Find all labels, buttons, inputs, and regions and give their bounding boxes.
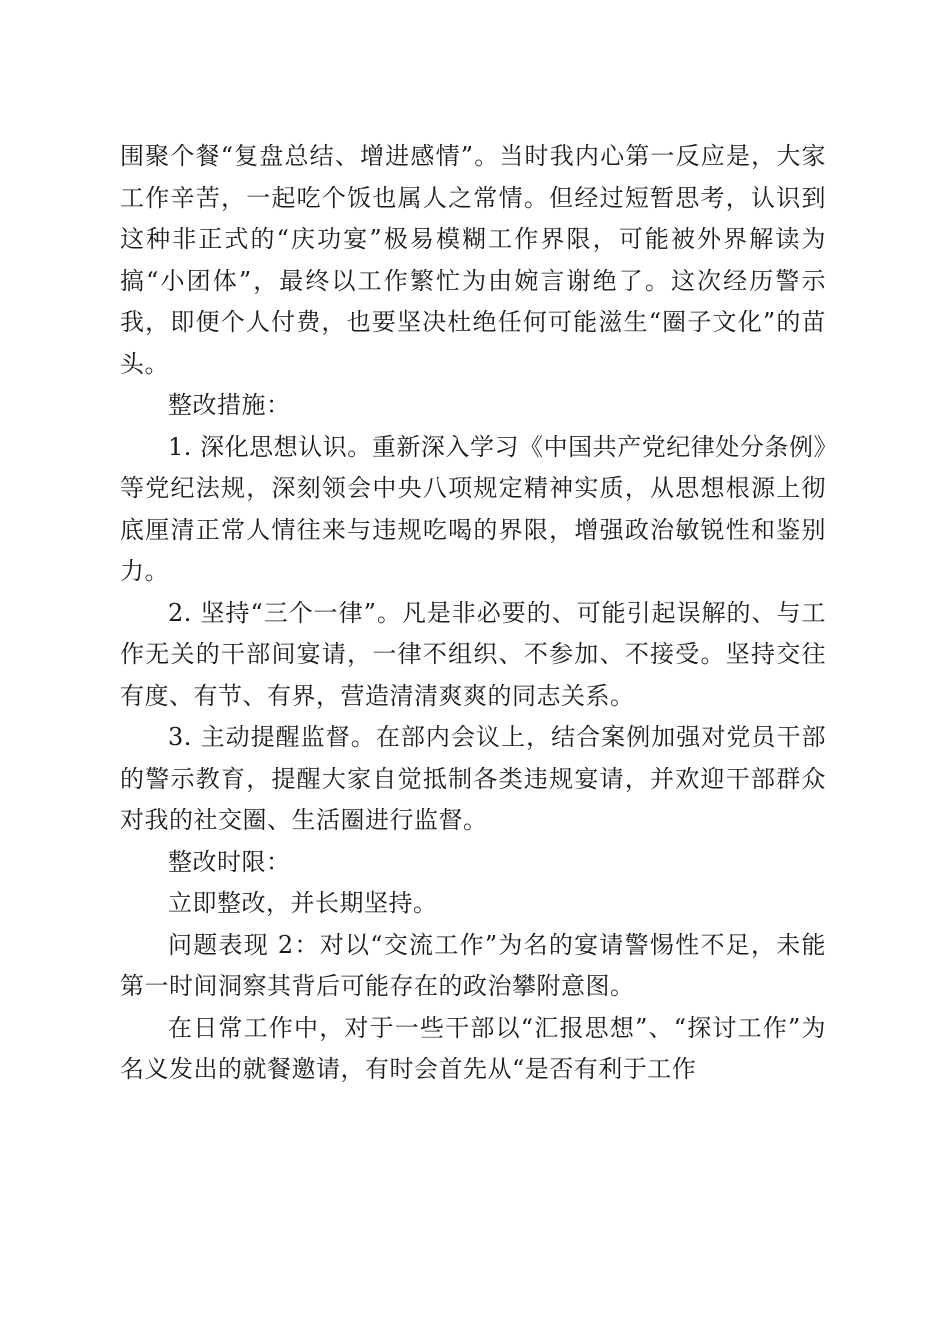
paragraph-continuation: 围聚个餐“复盘总结、增进感情”。当时我内心第一反应是，大家工作辛苦，一起吃个饭也属人之常情。但经过短暂思考，认识到这种非正式的“庆功宴”极易模糊工作界限，可能被外界解读为搞“小团体”，最终以工作繁忙为由婉言谢绝了。这次经历警示我，即便个人付费，也要坚决杜绝任何可能滋生“圈子文化”的苗头。 <box>120 142 826 378</box>
measure-item-2: 2. 坚持“三个一律”。凡是非必要的、可能引起误解的、与工作无关的干部间宴请，一律不组织、不参加、不接受。坚持交往有度、有节、有界，营造清清爽爽的同志关系。 <box>120 598 826 710</box>
heading-rectification-measures: 整改措施： <box>168 391 291 419</box>
measure-item-3: 3. 主动提醒监督。在部内会议上，结合案例加强对党员干部的警示教育，提醒大家自觉抵制各类违规宴请，并欢迎干部群众对我的社交圈、生活圈进行监督。 <box>120 723 826 834</box>
deadline-text: 立即整改，并长期坚持。 <box>168 889 438 917</box>
problem-2-heading: 问题表现 2：对以“交流工作”为名的宴请警惕性不足，未能第一时间洞察其背后可能存在的政治攀附意图。 <box>120 930 826 1000</box>
document-body <box>120 136 826 1091</box>
measure-item-1: 1. 深化思想认识。重新深入学习《中国共产党纪律处分条例》等党纪法规，深刻领会中央八项规定精神实质，从思想根源上彻底厘清正常人情往来与违规吃喝的界限，增强政治敏锐性和鉴别力。 <box>120 432 826 585</box>
problem-2-body: 在日常工作中，对于一些干部以“汇报思想”、“探讨工作”为名义发出的就餐邀请，有时会首先从“是否有利于工作 <box>120 1013 826 1083</box>
heading-rectification-deadline: 整改时限： <box>168 847 291 876</box>
